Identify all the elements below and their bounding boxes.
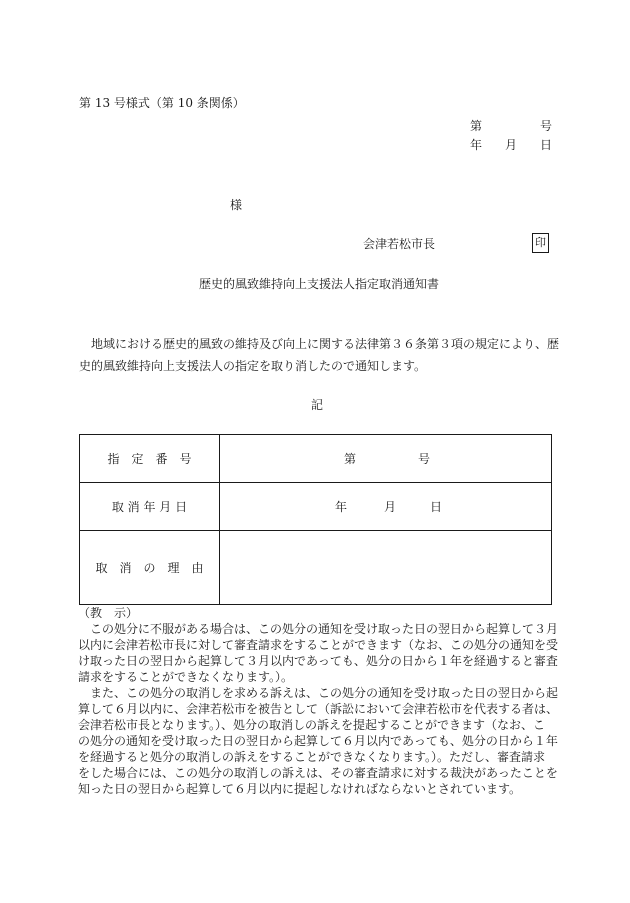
record-table xyxy=(79,434,552,605)
value-month: 月 xyxy=(384,500,397,514)
notes-line: また、この処分の取消しを求める訴えは、この処分の通知を受け取った日の翌日から起 xyxy=(78,686,559,700)
form-id: 第 13 号様式（第 10 条関係） xyxy=(79,96,245,110)
value-designation-number xyxy=(220,435,552,483)
doc-number-prefix: 第 xyxy=(470,119,483,133)
seal-mark: 印 xyxy=(532,233,549,253)
notes-line: 会津若松市長となります。）、処分の取消しの訴えを提起することができます（なお、こ xyxy=(78,718,546,732)
notes-line: この処分に不服がある場合は、この処分の通知を受け取った日の翌日から起算して３月 xyxy=(78,622,559,636)
label-cancel-reason: 取 消 の 理 由 xyxy=(80,531,220,605)
notes-line: 請求をすることができなくなります。）。 xyxy=(78,670,294,684)
notes-line: をした場合には、この処分の取消しの訴えは、その審査請求に対する裁決があったことを xyxy=(78,766,558,780)
value-suffix: 号 xyxy=(418,452,431,466)
issuer-name: 会津若松市長 xyxy=(363,237,436,251)
label-cancel-date: 取 消 年 月 日 xyxy=(80,483,220,531)
addressee-suffix: 様 xyxy=(230,198,243,212)
value-cancel-date xyxy=(220,483,552,531)
value-prefix: 第 xyxy=(344,452,357,466)
date-day: 日 xyxy=(540,138,553,152)
body-line: 史的風致維持向上支援法人の指定を取り消したので通知します。 xyxy=(79,359,427,373)
notes-line: 以内に会津若松市長に対して審査請求をすることができます（なお、この処分の通知を受 xyxy=(78,638,559,652)
notes-line: 算して６月以内に、会津若松市を被告として（訴訟において会津若松市を代表する者は、 xyxy=(78,702,559,716)
value-year: 年 xyxy=(335,500,348,514)
notes-line: を経過すると処分の取消しの訴えをすることができなくなります。）。ただし、審査請求 xyxy=(78,750,546,764)
notes-line: の処分の通知を受け取った日の翌日から起算して６月以内であっても、処分の日から１年 xyxy=(78,734,558,748)
instruction-notes xyxy=(78,605,558,797)
table-row xyxy=(80,531,552,605)
table-row xyxy=(80,435,552,483)
table-row xyxy=(80,483,552,531)
date-year: 年 xyxy=(470,138,483,152)
notes-heading: （教 示） xyxy=(78,606,139,620)
value-cancel-reason xyxy=(220,531,552,605)
document-title: 歴史的風致維持向上支援法人指定取消通知書 xyxy=(199,277,440,291)
ki-heading: 記 xyxy=(311,398,324,412)
body-text xyxy=(79,333,559,377)
notes-line: 知った日の翌日から起算して６月以内に提起しなければならないとされています。 xyxy=(78,782,522,796)
notes-line: け取った日の翌日から起算して３月以内であっても、処分の日から１年を経過すると審査 xyxy=(78,654,558,668)
label-designation-number: 指 定 番 号 xyxy=(80,435,220,483)
body-line: 地域における歴史的風致の維持及び向上に関する法律第３６条第３項の規定により、歴 xyxy=(79,337,560,351)
date-month: 月 xyxy=(505,138,518,152)
value-day: 日 xyxy=(430,500,443,514)
doc-number-suffix: 号 xyxy=(540,119,553,133)
